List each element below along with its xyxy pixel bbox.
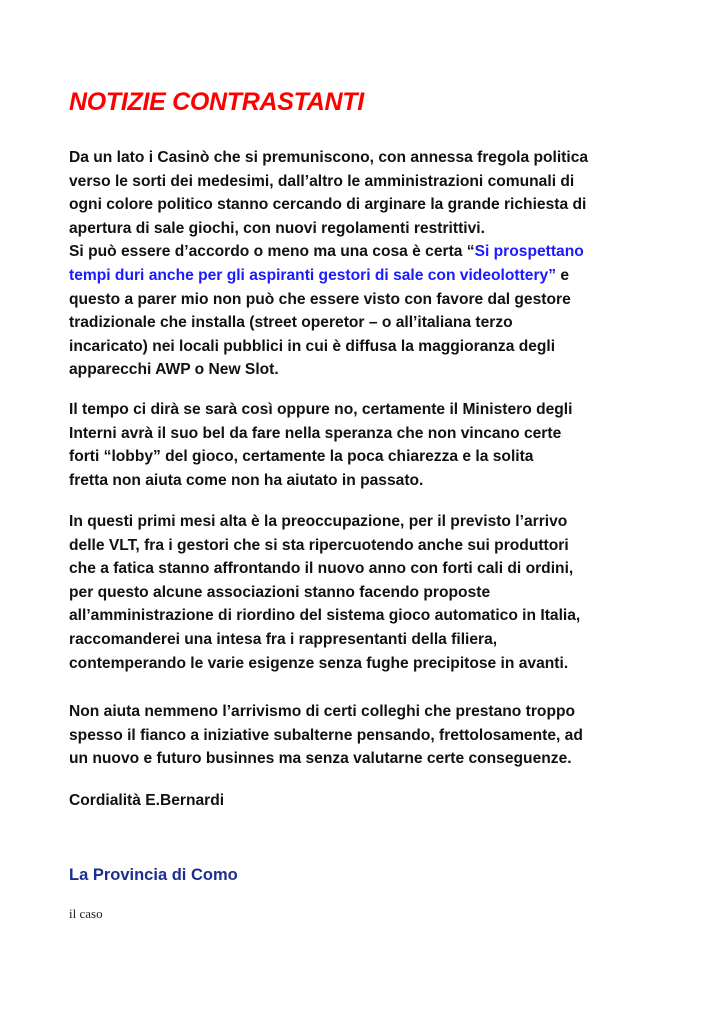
text-line: fretta non aiuta come non ha aiutato in passato. <box>69 471 424 489</box>
text-line: forti “lobby” del gioco, certamente la poca chiarezza e la solita <box>69 448 534 466</box>
text-line: spesso il fianco a iniziative subalterne pensando, frettolosamente, ad <box>69 726 583 744</box>
text-line: apertura di sale giochi, con nuovi regolamenti restrittivi. <box>69 219 485 237</box>
text-line: un nuovo e futuro businnes ma senza valutarne certe conseguenze. <box>69 750 572 768</box>
text-line <box>69 264 588 288</box>
highlighted-quote: tempi duri anche per gli aspiranti gestori di sale con videolottery” <box>69 266 556 284</box>
text-line: delle VLT, fra i gestori che si sta ripercuotendo anche sui produttori <box>69 536 569 554</box>
text-line: all’amministrazione di riordino del sistema gioco automatico in Italia, <box>69 607 581 625</box>
paragraph-1 <box>69 146 588 382</box>
article-title: NOTIZIE CONTRASTANTI <box>69 88 364 116</box>
source-heading: La Provincia di Como <box>69 866 238 884</box>
text-line: per questo alcune associazioni stanno facendo proposte <box>69 583 491 601</box>
text-line: contemperando le varie esigenze senza fughe precipitose in avanti. <box>69 654 569 672</box>
text-segment: e <box>556 266 570 284</box>
paragraph-2 <box>69 398 572 492</box>
text-line: raccomanderei una intesa fra i rappresentanti della filiera, <box>69 630 498 648</box>
signature-text: Cordialità E.Bernardi <box>69 792 225 809</box>
paragraph-3 <box>69 510 580 675</box>
text-line: incaricato) nei locali pubblici in cui è diffusa la maggioranza degli <box>69 337 556 355</box>
highlighted-quote: Si prospettano <box>474 243 584 261</box>
text-line: questo a parer mio non può che essere visto con favore dal gestore <box>69 290 571 308</box>
text-segment: Si può essere d’accordo o meno ma una cosa è certa “ <box>69 243 475 261</box>
text-line: Non aiuta nemmeno l’arrivismo di certi colleghi che prestano troppo <box>69 703 576 720</box>
paragraph-4 <box>69 700 583 771</box>
signature <box>69 789 224 813</box>
text-line: ogni colore politico stanno cercando di arginare la grande richiesta di <box>69 196 587 214</box>
text-line: Il tempo ci dirà se sarà così oppure no, certamente il Ministero degli <box>69 401 573 418</box>
text-line: tradizionale che installa (street operetor – o all’italiana terzo <box>69 314 513 332</box>
text-line: Da un lato i Casinò che si premuniscono, con annessa fregola politica <box>69 149 589 166</box>
text-line: Interni avrà il suo bel da fare nella speranza che non vincano certe <box>69 424 562 442</box>
text-line: In questi primi mesi alta è la preoccupazione, per il previsto l’arrivo <box>69 513 568 530</box>
source-caption: il caso <box>69 906 103 921</box>
text-line: apparecchi AWP o New Slot. <box>69 361 279 379</box>
text-line: verso le sorti dei medesimi, dall’altro le amministrazioni comunali di <box>69 172 575 190</box>
text-line: che a fatica stanno affrontando il nuovo anno con forti cali di ordini, <box>69 560 574 578</box>
text-line <box>69 240 588 264</box>
